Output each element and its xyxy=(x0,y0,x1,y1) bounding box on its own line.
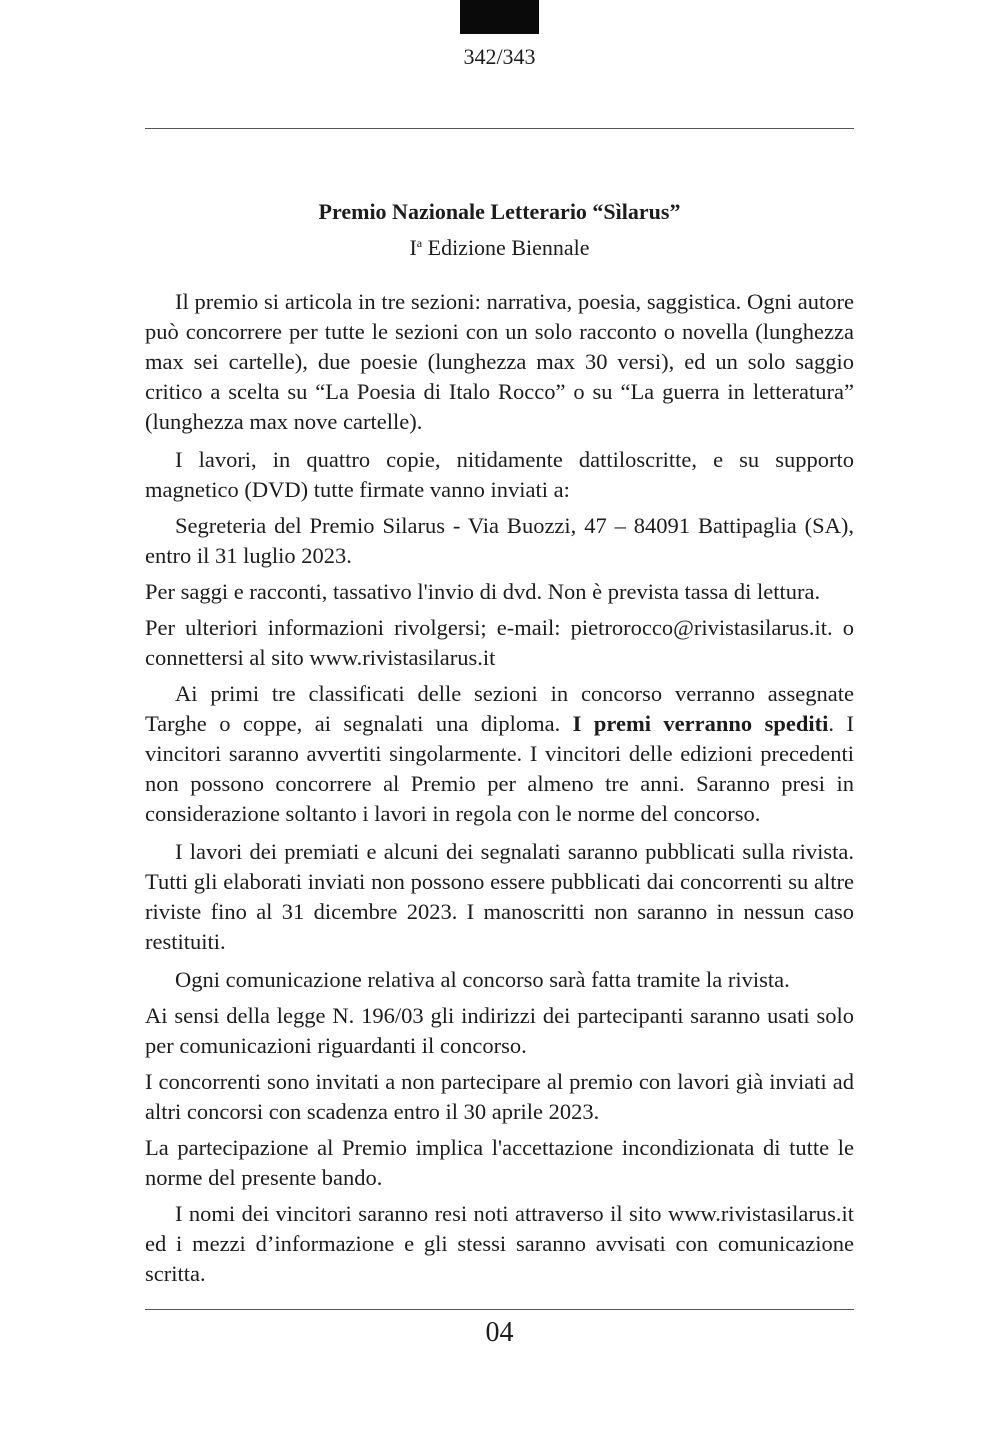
prizes-bold-text: I premi verranno spediti xyxy=(572,711,829,736)
paragraph-publication: I lavori dei premiati e alcuni dei segnalati saranno pubblicati sulla rivista. Tutti gli elaborati inviati non possono essere pubblicati dai concorrenti su altre riviste fino al 31 dicembre 2023. I manoscritti non saranno in nessun caso restituiti. xyxy=(145,839,854,954)
paragraph-dvd: Per saggi e racconti, tassativo l'invio di dvd. Non è prevista tassa di lettura. xyxy=(145,579,821,604)
paragraph-sections: Il premio si articola in tre sezioni: narrativa, poesia, saggistica. Ogni autore può concorrere per tutte le sezioni con un solo racconto o novella (lunghezza max sei cartelle), due poesie (lunghezza max 30 versi), ed un solo saggio critico a scelta su “La Poesia di Italo Rocco” o su “La guerra in letteratura” (lunghezza max nove cartelle). xyxy=(145,289,854,434)
subtitle-superscript: a xyxy=(416,236,423,250)
page-number: 04 xyxy=(485,1317,514,1348)
paragraph-acceptance: La partecipazione al Premio implica l'accettazione incondizionata di tutte le norme del presente bando. xyxy=(145,1135,854,1190)
article xyxy=(145,198,854,1297)
subtitle-ordinal: I xyxy=(409,235,417,260)
prizes-text-end: . I vincitori saranno avvertiti singolarmente. I vincitori delle edizioni precedenti non possono concorrere al Premio per almeno tre anni. Saranno presi in considerazione soltanto i lavori in regola con le norme del concorso. xyxy=(145,711,854,826)
header-tab-block xyxy=(460,0,539,34)
subtitle-text: Edizione Biennale xyxy=(422,235,590,260)
prizes-text-start: Ai primi tre classificati delle sezioni in concorso verranno assegnate Targhe o coppe, ai segnalati una diploma. xyxy=(145,681,854,736)
top-divider xyxy=(145,128,854,129)
article-subtitle xyxy=(145,228,854,263)
paragraph-other-contests: I concorrenti sono invitati a non partecipare al premio con lavori già inviati ad altri concorsi con scadenza entro il 30 aprile 2023. xyxy=(145,1069,854,1124)
paragraph-communication: Ogni comunicazione relativa al concorso sarà fatta tramite la rivista. xyxy=(175,967,790,992)
paragraph-winners: I nomi dei vincitori saranno resi noti attraverso il sito www.rivistasilarus.it ed i mezzi d’informazione e gli stessi saranno avvisati con comunicazione scritta. xyxy=(145,1201,854,1286)
article-title: Premio Nazionale Letterario “Sìlarus” xyxy=(318,199,681,224)
bottom-divider xyxy=(145,1309,854,1310)
paragraph-contacts: Per ulteriori informazioni rivolgersi; e-mail: pietrorocco@rivistasilarus.it. o connettersi al sito www.rivistasilarus.it xyxy=(145,615,854,670)
paragraph-privacy: Ai sensi della legge N. 196/03 gli indirizzi dei partecipanti saranno usati solo per comunicazioni riguardanti il concorso. xyxy=(145,1003,854,1058)
paragraph-prizes xyxy=(145,679,854,829)
paragraph-address: Segreteria del Premio Silarus - Via Buozzi, 47 – 84091 Battipaglia (SA), entro il 31 luglio 2023. xyxy=(145,513,854,568)
issue-number: 342/343 xyxy=(463,44,536,69)
paragraph-submission: I lavori, in quattro copie, nitidamente dattiloscritte, e su supporto magnetico (DVD) tutte firmate vanno inviati a: xyxy=(145,447,854,502)
